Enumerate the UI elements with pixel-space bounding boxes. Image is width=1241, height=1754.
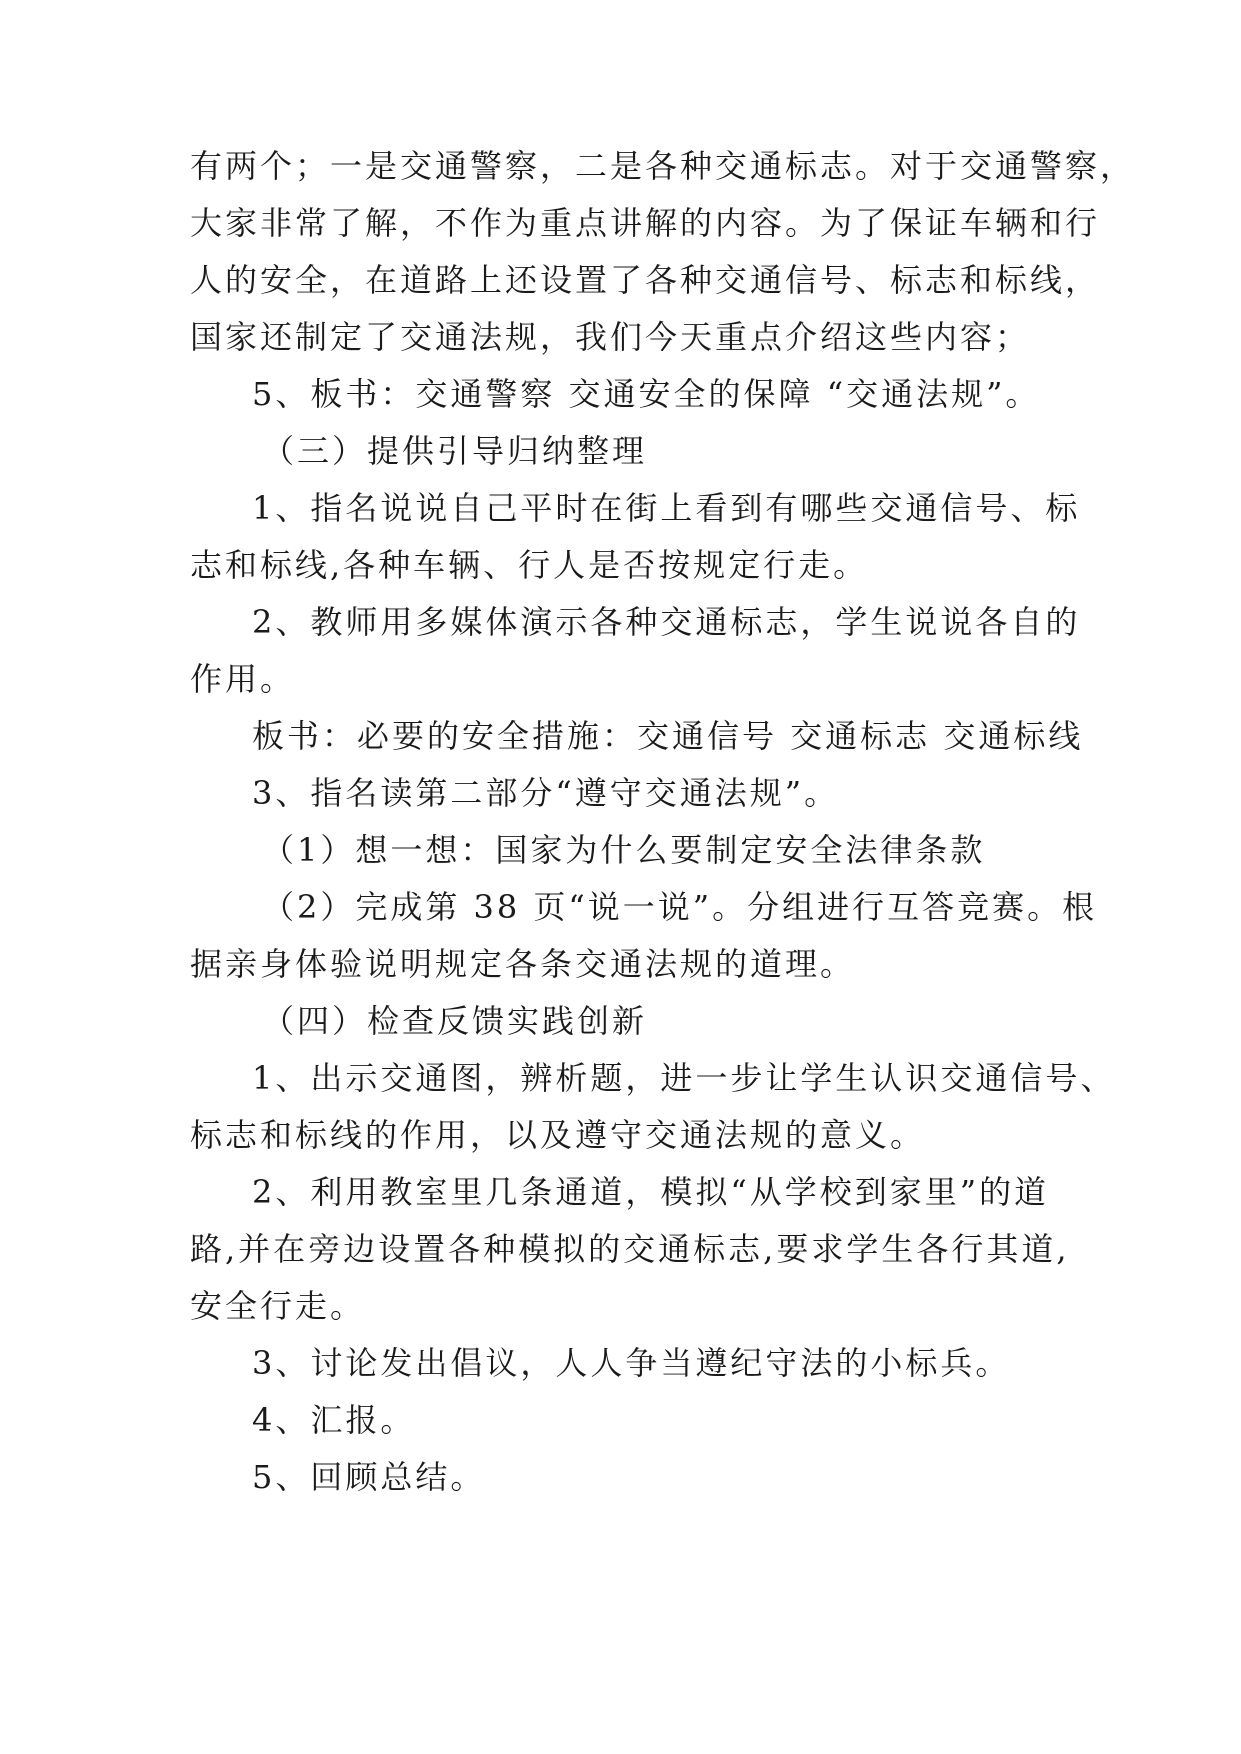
text-line: 大家非常了解，不作为重点讲解的内容。为了保证车辆和行 (190, 204, 1101, 242)
text-line: 有两个；一是交通警察，二是各种交通标志。对于交通警察， (190, 147, 1136, 185)
text-line: 路,并在旁边设置各种模拟的交通标志,要求学生各行其道, (190, 1230, 1070, 1268)
text-line: 2、利用教室里几条通道，模拟“从学校到家里”的道 (252, 1173, 1050, 1211)
text-line: 3、指名读第二部分“遵守交通法规”。 (252, 774, 840, 812)
text-line: 据亲身体验说明规定各条交通法规的道理。 (190, 945, 856, 983)
text-line: 作用。 (190, 660, 296, 698)
text-line: 5、回顾总结。 (252, 1458, 486, 1496)
text-line: 3、讨论发出倡议，人人争当遵纪守法的小标兵。 (252, 1344, 1011, 1382)
text-line: 国家还制定了交通法规，我们今天重点介绍这些内容； (190, 318, 1031, 356)
text-line: 板书：必要的安全措施：交通信号 交通标志 交通标线 (252, 717, 1084, 755)
text-line: 4、汇报。 (252, 1401, 416, 1439)
text-line: 5、板书：交通警察 交通安全的保障 “交通法规”。 (252, 375, 1041, 413)
text-line: （1）想一想：国家为什么要制定安全法律条款 (262, 831, 986, 869)
section-heading: （四）检查反馈实践创新 (262, 1002, 648, 1040)
text-line: 安全行走。 (190, 1287, 366, 1325)
text-line: 标志和标线的作用，以及遵守交通法规的意义。 (190, 1116, 926, 1154)
text-line: 志和标线,各种车辆、行人是否按规定行走。 (190, 546, 869, 584)
text-line: 1、指名说说自己平时在街上看到有哪些交通信号、标 (252, 489, 1081, 527)
text-line: 1、出示交通图，辨析题，进一步让学生认识交通信号、 (252, 1059, 1116, 1097)
section-heading: （三）提供引导归纳整理 (262, 432, 648, 470)
text-line: 2、教师用多媒体演示各种交通标志，学生说说各自的 (252, 603, 1081, 641)
text-line: （2）完成第 38 页“说一说”。分组进行互答竞赛。根 (262, 888, 1098, 926)
text-line: 人的安全，在道路上还设置了各种交通信号、标志和标线， (190, 261, 1101, 299)
